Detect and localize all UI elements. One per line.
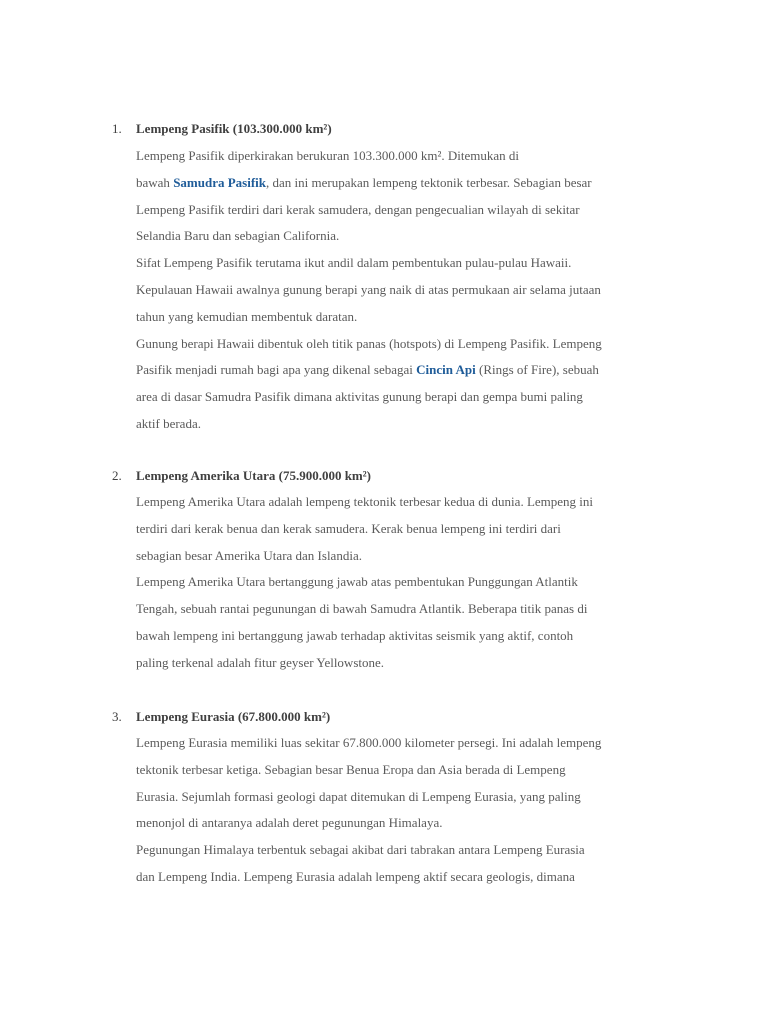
text-line	[136, 357, 696, 384]
text-line: Sifat Lempeng Pasifik terutama ikut andil dalam pembentukan pulau-pulau Hawaii.	[136, 255, 572, 271]
text-line: bawah lempeng ini bertanggung jawab terhadap aktivitas seismik yang aktif, contoh	[136, 627, 574, 643]
list-number: 3.	[112, 709, 122, 724]
text-fragment: Pasifik menjadi rumah bagi apa yang dikenal sebagai	[136, 362, 417, 378]
text-line: Eurasia. Sejumlah formasi geologi dapat ditemukan di Lempeng Eurasia, yang paling	[136, 788, 581, 804]
text-line	[136, 170, 696, 197]
text-line: paling terkenal adalah fitur geyser Yellowstone.	[136, 654, 385, 670]
section-body	[136, 489, 696, 677]
text-line: Pegunungan Himalaya terbentuk sebagai akibat dari tabrakan antara Lempeng Eurasia	[136, 842, 585, 858]
text-line: Gunung berapi Hawaii dibentuk oleh titik panas (hotspots) di Lempeng Pasifik. Lempeng	[136, 335, 602, 351]
text-line: Selandia Baru dan sebagian California.	[136, 228, 340, 244]
text-fragment: bawah	[136, 174, 174, 190]
text-line: Lempeng Pasifik diperkirakan berukuran 103.300.000 km². Ditemukan di	[136, 148, 519, 163]
section-body	[136, 730, 696, 891]
text-line: Tengah, sebuah rantai pegunungan di bawah Samudra Atlantik. Beberapa titik panas di	[136, 601, 588, 617]
text-line: Lempeng Eurasia memiliki luas sekitar 67.800.000 kilometer persegi. Ini adalah lempeng	[136, 735, 602, 750]
section-title: Lempeng Amerika Utara (75.900.000 km²)	[136, 468, 371, 483]
text-line: Lempeng Pasifik terdiri dari kerak samudera, dengan pengecualian wilayah di sekitar	[136, 201, 580, 217]
text-line: Lempeng Amerika Utara adalah lempeng tektonik terbesar kedua di dunia. Lempeng ini	[136, 494, 594, 509]
text-line: area di dasar Samudra Pasifik dimana aktivitas gunung berapi dan gempa bumi paling	[136, 389, 583, 405]
text-line: tektonik terbesar ketiga. Sebagian besar Benua Eropa dan Asia berada di Lempeng	[136, 761, 566, 777]
text-fragment: , dan ini merupakan lempeng tektonik terbesar. Sebagian besar	[266, 174, 592, 190]
section-body	[136, 143, 696, 438]
text-line: Lempeng Amerika Utara bertanggung jawab atas pembentukan Punggungan Atlantik	[136, 574, 578, 590]
section-title: Lempeng Pasifik (103.300.000 km²)	[136, 121, 332, 136]
text-line: dan Lempeng India. Lempeng Eurasia adalah lempeng aktif secara geologis, dimana	[136, 868, 575, 884]
text-line: tahun yang kemudian membentuk daratan.	[136, 308, 358, 324]
text-line: sebagian besar Amerika Utara dan Islandia.	[136, 547, 362, 563]
text-line: terdiri dari kerak benua dan kerak samudera. Kerak benua lempeng ini terdiri dari	[136, 520, 561, 536]
section-title: Lempeng Eurasia (67.800.000 km²)	[136, 709, 331, 724]
list-number: 1.	[112, 121, 122, 136]
link-samudra-pasifik[interactable]: Samudra Pasifik	[173, 174, 267, 190]
list-number: 2.	[112, 468, 122, 483]
text-fragment: (Rings of Fire), sebuah	[475, 362, 599, 378]
text-line: menonjol di antaranya adalah deret pegunungan Himalaya.	[136, 815, 443, 831]
text-line: aktif berada.	[136, 415, 201, 431]
link-cincin-api[interactable]: Cincin Api	[416, 362, 476, 378]
text-line: Kepulauan Hawaii awalnya gunung berapi yang naik di atas permukaan air selama jutaan	[136, 281, 601, 297]
